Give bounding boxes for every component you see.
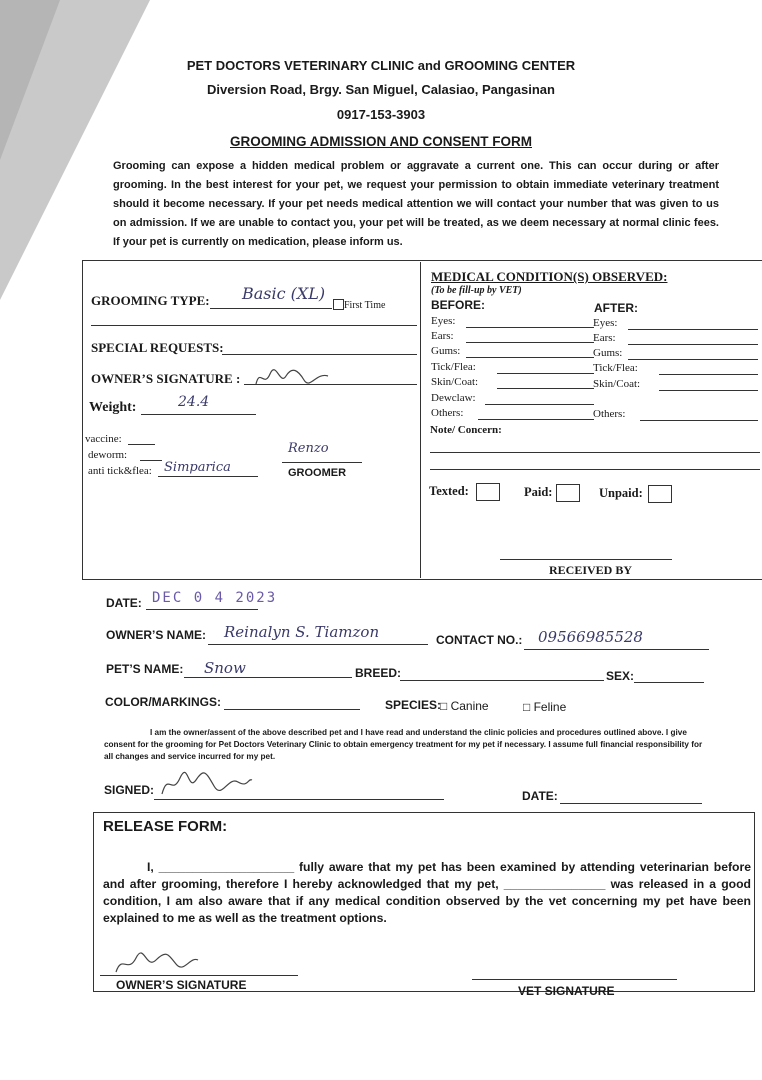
paid-checkbox[interactable] xyxy=(556,484,580,502)
groomer-label: GROOMER xyxy=(288,467,347,479)
before-item-line[interactable] xyxy=(466,357,594,358)
before-item-label: Dewclaw: xyxy=(431,392,476,404)
release-form-title: RELEASE FORM: xyxy=(103,818,228,835)
anti-tick-value[interactable]: Simparica xyxy=(164,460,231,475)
weight-value[interactable]: 24.4 xyxy=(178,394,210,410)
date-line xyxy=(146,609,258,610)
grooming-type-value[interactable]: Basic (XL) xyxy=(242,284,326,303)
texted-checkbox[interactable] xyxy=(476,483,500,501)
release-form-body: I, ____________________ fully aware that my pet has been examined by attending veterinarian before and after grooming, therefore I hereby acknowledged that my pet, _______________ was released in a good condition, I am also aware that if any medical condition observed by the vet concerning my pet have been explained to me as well as the treatment options. xyxy=(103,860,751,925)
release-vet-sig-line[interactable] xyxy=(472,979,677,980)
after-item-line[interactable] xyxy=(659,374,758,375)
species-canine-option[interactable]: □ Canine xyxy=(440,699,489,713)
anti-tick-line xyxy=(158,476,258,477)
before-item-label: Ears: xyxy=(431,330,454,342)
sex-line[interactable] xyxy=(634,682,704,683)
after-item-label: Others: xyxy=(593,408,626,420)
special-requests-label: SPECIAL REQUESTS: xyxy=(91,340,224,355)
grooming-extra-line xyxy=(91,325,417,326)
before-item-line[interactable] xyxy=(466,327,594,328)
clinic-phone: 0917-153-3903 xyxy=(336,107,426,122)
medical-title: MEDICAL CONDITION(S) OBSERVED: xyxy=(431,269,668,284)
after-item-label: Ears: xyxy=(593,332,616,344)
groomer-value[interactable]: Renzo xyxy=(288,441,329,456)
signed-signature-mark xyxy=(158,768,254,800)
weight-line xyxy=(141,414,256,415)
grooming-type-label: GROOMING TYPE: xyxy=(91,293,210,308)
owner-name-line xyxy=(208,644,428,645)
after-item-label: Skin/Coat: xyxy=(593,378,641,390)
before-label: BEFORE: xyxy=(431,298,485,312)
note-line-1[interactable] xyxy=(430,452,760,453)
after-item-line[interactable] xyxy=(640,420,758,421)
before-item-line[interactable] xyxy=(497,373,594,374)
vaccine-label: vaccine: xyxy=(85,433,122,445)
texted-label: Texted: xyxy=(429,484,469,498)
sex-label: SEX: xyxy=(606,669,635,683)
contact-line xyxy=(524,649,709,650)
before-item-line[interactable] xyxy=(497,388,594,389)
signed-date-label: DATE: xyxy=(522,789,558,803)
after-item-label: Gums: xyxy=(593,347,623,359)
date-label: DATE: xyxy=(106,596,142,610)
breed-line[interactable] xyxy=(400,680,604,681)
groomer-line xyxy=(282,462,362,463)
clinic-name: PET DOCTORS VETERINARY CLINIC and GROOMING CENTER xyxy=(186,58,576,73)
before-item-line[interactable] xyxy=(466,342,594,343)
form-title: GROOMING ADMISSION AND CONSENT FORM xyxy=(230,134,532,149)
paid-label: Paid: xyxy=(524,485,553,499)
received-by-line[interactable] xyxy=(500,559,672,560)
before-item-line[interactable] xyxy=(485,404,594,405)
species-label: SPECIES: xyxy=(385,698,442,712)
release-owner-signature-mark xyxy=(112,948,202,978)
color-label: COLOR/MARKINGS: xyxy=(105,695,221,709)
column-divider xyxy=(420,262,421,578)
owner-name-label: OWNER’S NAME: xyxy=(106,628,206,642)
owner-signature-label: OWNER’S SIGNATURE : xyxy=(91,371,241,386)
pet-name-line xyxy=(184,677,352,678)
release-owner-sig-label: OWNER’S SIGNATURE xyxy=(116,978,247,992)
before-item-label: Eyes: xyxy=(431,315,456,327)
owner-signature-mark xyxy=(252,366,332,390)
deworm-label: deworm: xyxy=(88,449,128,461)
species-feline-option[interactable]: □ Feline xyxy=(523,700,567,714)
vaccine-line[interactable] xyxy=(128,444,155,445)
breed-label: BREED: xyxy=(355,666,402,680)
after-item-line[interactable] xyxy=(628,329,758,330)
signed-date-line[interactable] xyxy=(560,803,702,804)
anti-tick-label: anti tick&flea: xyxy=(88,465,152,477)
unpaid-label: Unpaid: xyxy=(599,486,643,500)
intro-paragraph: Grooming can expose a hidden medical problem or aggravate a current one. This can occur during or after grooming. In the best interest for your pet, we request your permission to obtain immediate veterinary treatment should it become necessary. If your pet needs medical attention we will contact your number that was given to us on admission. If we are unable to contact you, your pet will be treated, as we deem necessary at normal clinic fees. If your pet is currently on medication, please inform us. xyxy=(113,160,719,248)
before-item-label: Tick/Flea: xyxy=(431,361,476,373)
clinic-address: Diversion Road, Brgy. San Miguel, Calasiao, Pangasinan xyxy=(207,82,555,97)
contact-value[interactable]: 09566985528 xyxy=(538,628,643,646)
after-item-line[interactable] xyxy=(628,359,758,360)
grooming-type-line xyxy=(210,308,332,309)
before-item-label: Others: xyxy=(431,407,464,419)
after-item-label: Tick/Flea: xyxy=(593,362,638,374)
before-item-line[interactable] xyxy=(478,419,594,420)
note-line-2[interactable] xyxy=(430,469,760,470)
received-by-label: RECEIVED BY xyxy=(549,563,633,577)
contact-label: CONTACT NO.: xyxy=(436,633,523,647)
after-item-line[interactable] xyxy=(628,344,758,345)
consent-paragraph: I am the owner/assent of the above described pet and I have read and understand the clinic policies and procedures outlined above. I give consent for the grooming for Pet Doctors Veterinary Clinic to obtain emergency treatment for my pet if necessary. I assume full financial responsibility for all changes and service incurred for my pet. xyxy=(104,728,703,761)
after-item-label: Eyes: xyxy=(593,317,618,329)
pet-name-value[interactable]: Snow xyxy=(204,659,246,677)
date-stamp[interactable]: DEC 0 4 2023 xyxy=(152,590,278,606)
medical-subtitle: (To be fill-up by VET) xyxy=(431,285,522,296)
before-item-label: Skin/Coat: xyxy=(431,376,479,388)
note-label: Note/ Concern: xyxy=(430,424,502,436)
color-line[interactable] xyxy=(224,709,360,710)
pet-name-label: PET’S NAME: xyxy=(106,662,184,676)
unpaid-checkbox[interactable] xyxy=(648,485,672,503)
signed-label: SIGNED: xyxy=(104,783,155,797)
weight-label: Weight: xyxy=(89,400,137,415)
first-time-checkbox[interactable] xyxy=(333,299,344,310)
after-item-line[interactable] xyxy=(659,390,758,391)
deworm-line[interactable] xyxy=(140,460,162,461)
special-requests-line[interactable] xyxy=(222,354,417,355)
after-label: AFTER: xyxy=(594,301,638,315)
release-vet-sig-label: VET SIGNATURE xyxy=(518,984,615,998)
before-item-label: Gums: xyxy=(431,345,461,357)
owner-name-value[interactable]: Reinalyn S. Tiamzon xyxy=(224,623,380,641)
first-time-label: First Time xyxy=(344,300,386,311)
